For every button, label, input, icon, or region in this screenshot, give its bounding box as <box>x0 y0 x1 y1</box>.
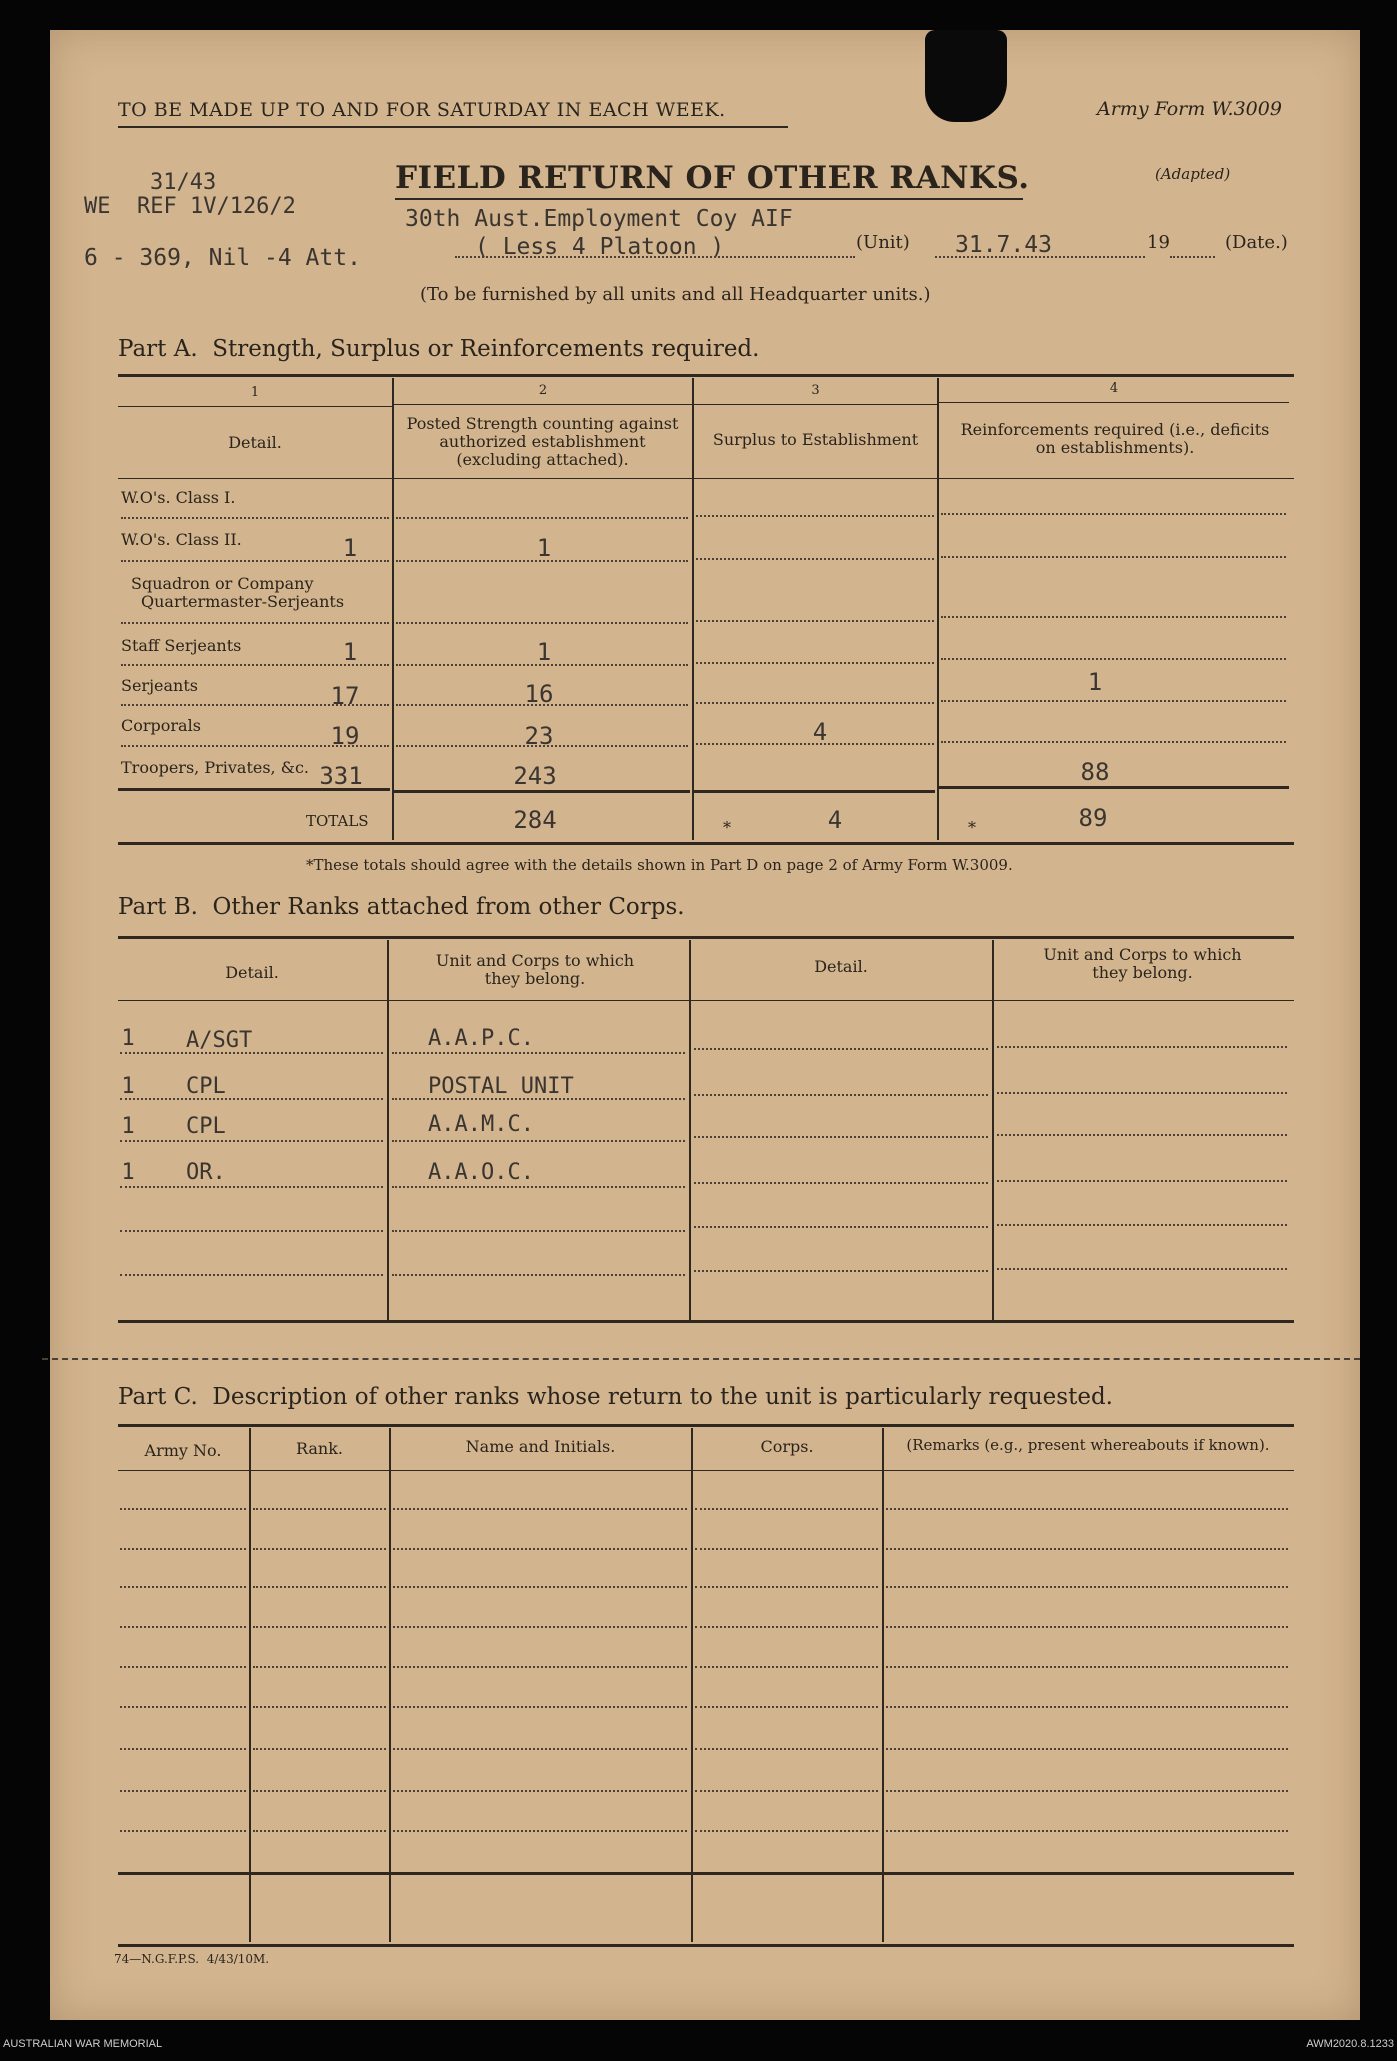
totals-label: TOTALS <box>306 812 369 830</box>
date-label: (Date.) <box>1225 232 1288 253</box>
ruled-line <box>253 1830 386 1832</box>
posted-pte: 243 <box>513 762 557 790</box>
date-value: 31.7.43 <box>955 232 1052 258</box>
ruled-line <box>120 1586 246 1588</box>
row-label-pte: Troopers, Privates, &c. <box>121 758 310 777</box>
ruled-line <box>393 1748 687 1750</box>
ruled-line <box>120 1508 246 1510</box>
ruled-line <box>886 1508 1288 1510</box>
b-row-2-rank: CPL <box>186 1074 226 1099</box>
row-label-wo1: W.O's. Class I. <box>121 488 236 507</box>
ruled-line <box>695 1586 878 1588</box>
ruled-line <box>120 1748 246 1750</box>
col-number-2: 2 <box>538 383 548 398</box>
col-number-1: 1 <box>250 385 260 400</box>
asterisk-surplus: * <box>723 818 731 837</box>
col-posted-header: Posted Strength counting against authorized establishment (excluding attached). <box>406 414 679 469</box>
b-row-3-rank: CPL <box>186 1114 226 1139</box>
b-col-unit-right: Unit and Corps to which they belong. <box>1043 945 1242 982</box>
reinf-sgt: 1 <box>1087 668 1103 696</box>
form-paper <box>50 30 1360 2020</box>
ruled-line <box>393 1666 687 1668</box>
ruled-line <box>120 1706 246 1708</box>
row-label-cqms-2: Quartermaster-Serjeants <box>141 592 345 611</box>
c-col-remarks: (Remarks (e.g., present whereabouts if known). <box>906 1436 1270 1454</box>
ruled-line <box>120 1548 246 1550</box>
ruled-line <box>120 1626 246 1628</box>
est-sgt: 17 <box>330 682 360 710</box>
b-row-4-unit: A.A.O.C. <box>428 1160 534 1185</box>
archive-name: AUSTRALIAN WAR MEMORIAL <box>3 2038 163 2050</box>
ruled-line <box>886 1548 1288 1550</box>
posted-ssgt: 1 <box>536 638 552 666</box>
b-row-1-unit: A.A.P.C. <box>428 1026 534 1051</box>
c-col-rank: Rank. <box>295 1439 344 1458</box>
row-label-ssgt: Staff Serjeants <box>121 636 242 655</box>
posted-cpl: 23 <box>524 722 554 750</box>
ruled-line <box>253 1586 386 1588</box>
total-posted: 284 <box>513 806 557 834</box>
total-reinf: 89 <box>1078 804 1108 832</box>
col-reinf-header: Reinforcements required (i.e., deficits on establishments). <box>960 420 1270 457</box>
date-year: 19 <box>1147 232 1170 253</box>
ruled-line <box>695 1790 878 1792</box>
title-underline <box>395 198 1023 200</box>
unit-line-1: 30th Aust.Employment Coy AIF <box>405 206 793 232</box>
ruled-line <box>253 1666 386 1668</box>
ruled-line <box>886 1830 1288 1832</box>
ruled-line <box>120 1790 246 1792</box>
c-col-army-no: Army No. <box>144 1441 222 1460</box>
ref-line: WE REF 1V/126/2 <box>84 194 296 219</box>
c-col-corps: Corps. <box>760 1437 814 1456</box>
form-title: FIELD RETURN OF OTHER RANKS. <box>395 160 1030 196</box>
ruled-line <box>253 1748 386 1750</box>
part-a-heading: Part A. Strength, Surplus or Reinforcements required. <box>118 336 760 362</box>
ruled-line <box>886 1586 1288 1588</box>
ruled-line <box>695 1706 878 1708</box>
ruled-line <box>393 1548 687 1550</box>
b-row-2-qty: 1 <box>121 1074 135 1099</box>
ruled-line <box>695 1666 878 1668</box>
est-cpl: 19 <box>330 722 360 750</box>
reinf-pte: 88 <box>1080 758 1110 786</box>
ruled-line <box>886 1666 1288 1668</box>
ruled-line <box>253 1548 386 1550</box>
b-row-2-unit: POSTAL UNIT <box>428 1074 574 1099</box>
posted-sgt: 16 <box>524 680 554 708</box>
ruled-line <box>253 1508 386 1510</box>
ruled-line <box>695 1626 878 1628</box>
ruled-line <box>120 1830 246 1832</box>
archive-id: AWM2020.8.1233 <box>1306 2038 1394 2050</box>
ruled-line <box>695 1830 878 1832</box>
ruled-line <box>393 1586 687 1588</box>
form-number: Army Form W.3009 <box>1097 98 1282 120</box>
ruled-line <box>393 1706 687 1708</box>
ruled-line <box>886 1748 1288 1750</box>
b-col-unit-left: Unit and Corps to which they belong. <box>435 951 635 988</box>
col-number-3: 3 <box>811 383 820 398</box>
ref-number: 31/43 <box>150 170 217 195</box>
unit-label: (Unit) <box>856 232 910 253</box>
ruled-line <box>253 1626 386 1628</box>
ruled-line <box>886 1706 1288 1708</box>
b-col-detail-left: Detail. <box>225 963 279 982</box>
b-row-4-qty: 1 <box>121 1160 135 1185</box>
part-a-footnote: *These totals should agree with the details shown in Part D on page 2 of Army Form W.3009. <box>306 856 1013 874</box>
ruled-line <box>393 1626 687 1628</box>
c-col-name: Name and Initials. <box>465 1437 616 1456</box>
ruled-line <box>886 1790 1288 1792</box>
total-surplus: 4 <box>827 806 843 834</box>
strength-note: 6 - 369, Nil -4 Att. <box>84 245 361 271</box>
adapted-label: (Adapted) <box>1155 165 1231 183</box>
surplus-cpl: 4 <box>812 718 828 746</box>
est-ssgt: 1 <box>342 638 358 666</box>
printer-code: 74—N.G.F.P.S. 4/43/10M. <box>114 1952 270 1966</box>
asterisk-reinf: * <box>968 818 976 837</box>
b-row-3-qty: 1 <box>121 1114 135 1139</box>
row-label-cpl: Corporals <box>121 716 201 735</box>
row-label-cqms: Squadron or Company <box>131 574 314 593</box>
perforation-line <box>42 1358 1360 1360</box>
ruled-line <box>393 1790 687 1792</box>
part-b-heading: Part B. Other Ranks attached from other Corps. <box>118 894 685 920</box>
instruction-text: TO BE MADE UP TO AND FOR SATURDAY IN EACH WEEK. <box>118 99 726 121</box>
col-number-4: 4 <box>1109 381 1119 396</box>
unit-line-2: ( Less 4 Platoon ) <box>475 234 725 260</box>
furnish-note: (To be furnished by all units and all Headquarter units.) <box>420 284 931 305</box>
ruled-line <box>393 1508 687 1510</box>
ruled-line <box>253 1790 386 1792</box>
part-c-heading: Part C. Description of other ranks whose return to the unit is particularly requested. <box>118 1384 1113 1410</box>
ruled-line <box>120 1666 246 1668</box>
col-detail-header: Detail. <box>228 433 282 452</box>
b-row-4-rank: OR. <box>186 1160 226 1185</box>
b-row-1-qty: 1 <box>121 1026 135 1051</box>
ruled-line <box>695 1748 878 1750</box>
ruled-line <box>253 1706 386 1708</box>
ruled-line <box>886 1626 1288 1628</box>
b-row-1-rank: A/SGT <box>186 1028 253 1053</box>
est-pte: 331 <box>319 762 363 790</box>
b-col-detail-right: Detail. <box>814 957 868 976</box>
ruled-line <box>695 1548 878 1550</box>
col-surplus-header: Surplus to Establishment <box>712 430 919 449</box>
row-label-wo2: W.O's. Class II. <box>121 530 242 549</box>
ruled-line <box>393 1830 687 1832</box>
ruled-line <box>695 1508 878 1510</box>
instruction-underline <box>118 126 788 128</box>
b-row-3-unit: A.A.M.C. <box>428 1112 534 1137</box>
ink-blot <box>925 30 1007 122</box>
est-wo2: 1 <box>342 534 358 562</box>
row-label-sgt: Serjeants <box>121 676 198 695</box>
posted-wo2: 1 <box>536 534 552 562</box>
